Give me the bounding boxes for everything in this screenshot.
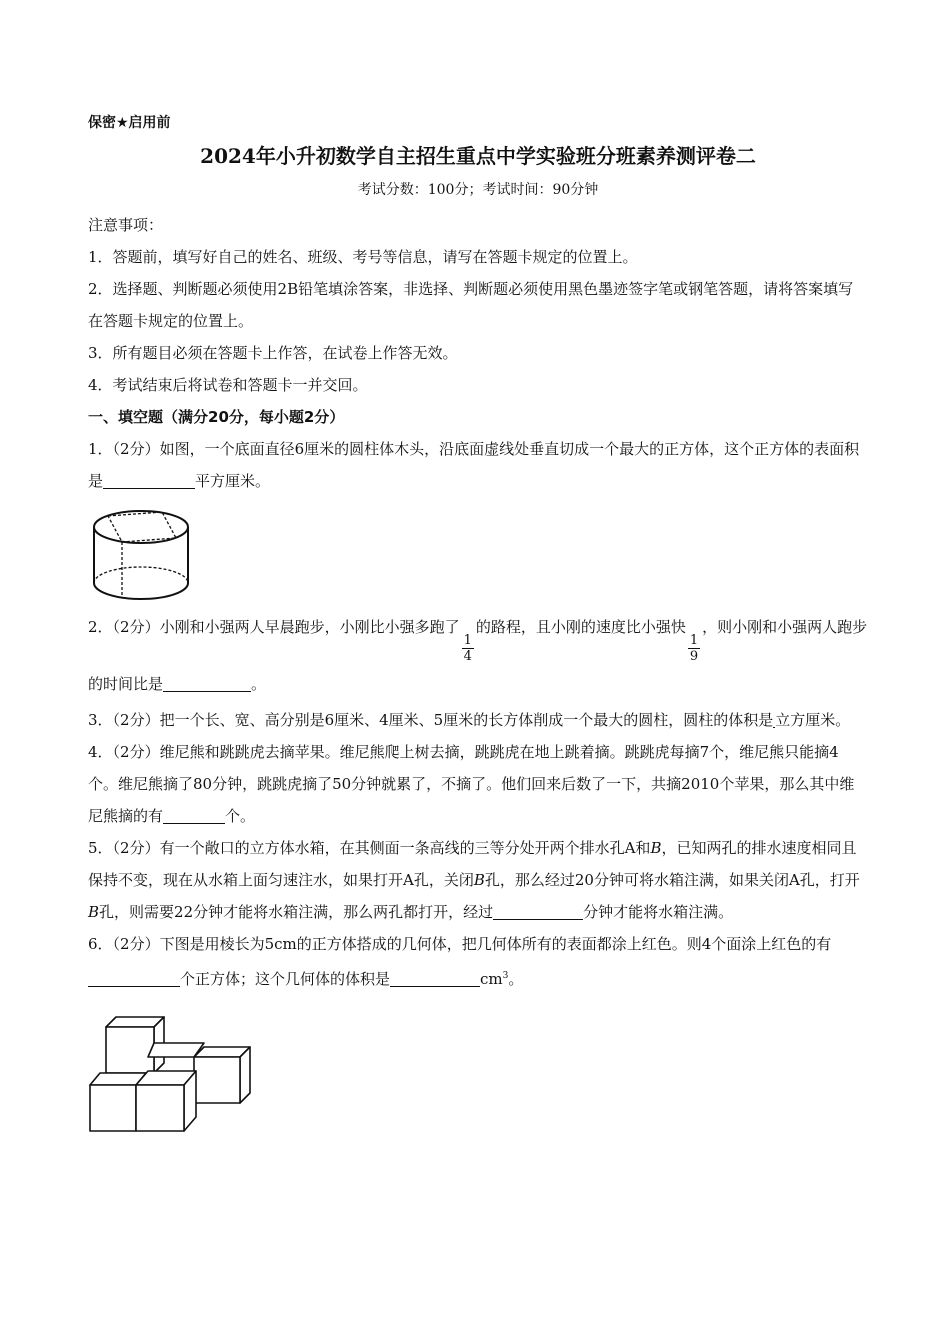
answer-blank[interactable] — [88, 968, 180, 987]
answer-blank[interactable] — [390, 968, 480, 987]
notes-heading: 注意事项： — [88, 216, 164, 234]
exam-page — [88, 112, 868, 1143]
fraction-one-quarter: $\frac{1}{4}$ — [463, 633, 472, 664]
question-2: 2．（2分）小刚和小强两人早晨跑步，小刚比小强多跑了 $\frac{1}{4}$ 的路程，且小刚的速度比小强快 $\frac{1}{9}$ ，则小刚和小强两人跑步的时间比是 。 — [88, 618, 868, 693]
answer-blank[interactable] — [103, 470, 195, 489]
exam-info: 考试分数：100分；考试时间：90分钟 — [357, 182, 599, 198]
answer-blank[interactable] — [493, 901, 583, 920]
note-item: 2．选择题、判断题必须使用2B铅笔填涂答案，非选择、判断题必须使用黑色墨迹签字笔或钢笔答题，请将答案填写在答题卡规定的位置上。 — [88, 280, 854, 330]
note-item: 4．考试结束后将试卷和答题卡一并交回。 — [88, 376, 368, 394]
cylinder-figure — [88, 505, 198, 601]
confidential-label: 保密★启用前 — [88, 115, 171, 131]
cubes-figure — [88, 1013, 268, 1143]
note-item: 1．答题前，填写好自己的姓名、班级、考号等信息，请写在答题卡规定的位置上。 — [88, 248, 638, 266]
answer-blank[interactable] — [163, 805, 225, 824]
section-heading: 一、填空题（满分20分，每小题2分） — [88, 408, 345, 426]
question-5: 5．（2分）有一个敞口的立方体水箱，在其侧面一条高线的三等分处开两个排水孔A和B，已知两孔的排水速度相同且保持不变，现在从水箱上面匀速注水，如果打开A孔，关闭B孔，那么经过20分钟可将水箱注满，如果关闭A孔，打开B孔，则需要22分钟才能将水箱注满，那么两孔都打开，经过 分钟才能将水箱注满。 — [88, 839, 860, 921]
note-item: 3．所有题目必须在答题卡上作答，在试卷上作答无效。 — [88, 344, 458, 362]
answer-blank[interactable] — [163, 673, 251, 692]
question-4: 4．（2分）维尼熊和跳跳虎去摘苹果。维尼熊爬上树去摘，跳跳虎在地上跳着摘。跳跳虎每摘7个，维尼熊只能摘4个。维尼熊摘了80分钟，跳跳虎摘了50分钟就累了，不摘了。他们回来后数了一下，共摘2010个苹果，那么其中维尼熊摘的有 个。 — [88, 743, 855, 825]
question-6: 6．（2分）下图是用棱长为5cm的正方体搭成的几何体，把几何体所有的表面都涂上红色。则4个面涂上红色的有个正方体；这个几何体的体积是 $cm^3$。 — [88, 935, 832, 988]
question-1: 1．（2分）如图，一个底面直径6厘米的圆柱体木头，沿底面虚线处垂直切成一个最大的正方体，这个正方体的表面积是 平方厘米。 — [88, 440, 860, 490]
exam-title: 2024年小升初数学自主招生重点中学实验班分班素养测评卷二 — [200, 144, 756, 168]
question-3: 3．（2分）把一个长、宽、高分别是6厘米、4厘米、5厘米的长方体削成一个最大的圆柱，圆柱的体积是 立方厘米。 — [88, 711, 851, 729]
fraction-one-ninth: $\frac{1}{9}$ — [689, 633, 699, 664]
